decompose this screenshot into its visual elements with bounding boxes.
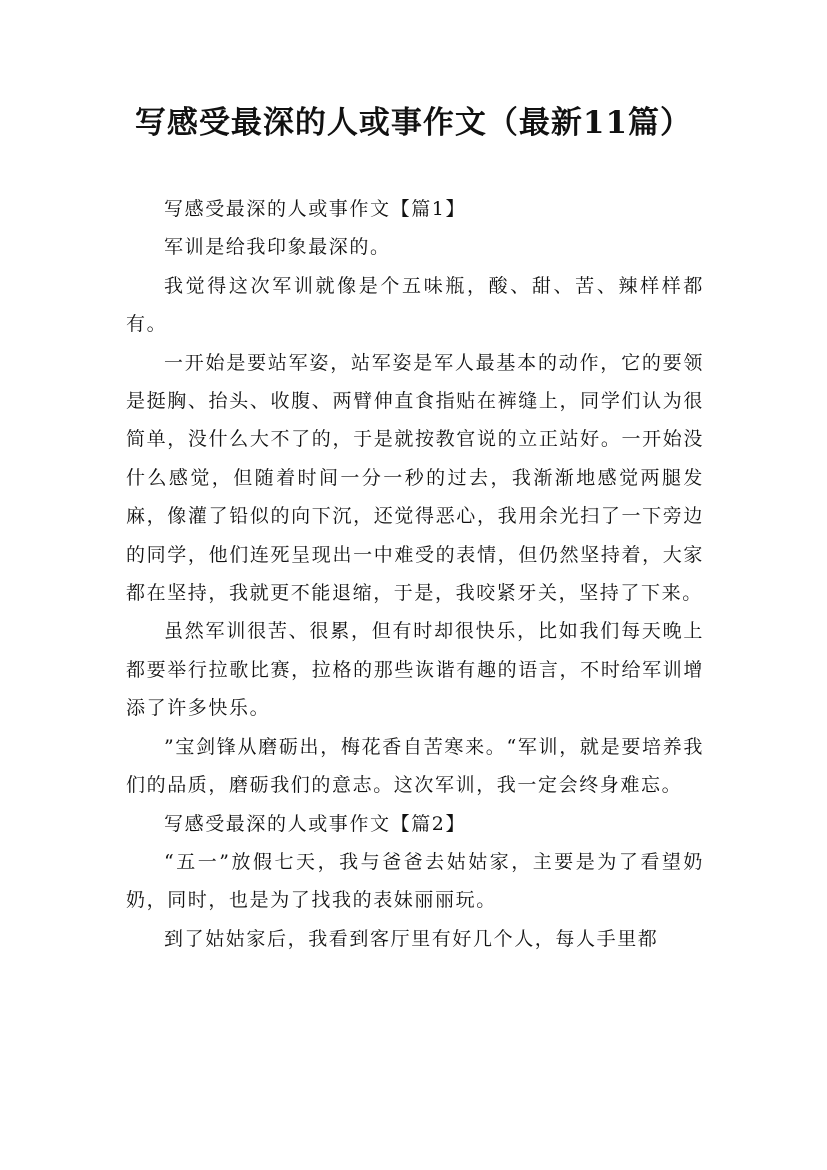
document-title: 写感受最深的人或事作文（最新11篇）	[134, 105, 693, 141]
document-body	[126, 190, 704, 958]
paragraph: 一开始是要站军姿，站军姿是军人最基本的动作，它的要领是挺胸、抬头、收腹、两臂伸直食指贴在裤缝上，同学们认为很简单，没什么大不了的，于是就按教官说的立正站好。一开始没什么感觉，但随着时间一分一秒的过去，我渐渐地感觉两腿发麻，像灌了铅似的向下沉，还觉得恶心，我用余光扫了一下旁边的同学，他们连死呈现出一中难受的表情，但仍然坚持着，大家都在坚持，我就更不能退缩，于是，我咬紧牙关，坚持了下来。	[126, 351, 704, 605]
paragraph: 虽然军训很苦、很累，但有时却很快乐，比如我们每天晚上都要举行拉歌比赛，拉格的那些诙谐有趣的语言，不时给军训增添了许多快乐。	[126, 620, 704, 720]
paragraph: 到了姑姑家后，我看到客厅里有好几个人，每人手里都	[164, 927, 659, 950]
section-heading-2: 写感受最深的人或事作文【篇2】	[164, 812, 467, 835]
paragraph: 军训是给我印象最深的。	[164, 236, 391, 259]
paragraph: 我觉得这次军训就像是个五味瓶，酸、甜、苦、辣样样都有。	[126, 274, 704, 336]
paragraph: ”宝剑锋从磨砺出，梅花香自苦寒来。“军训，就是要培养我们的品质，磨砺我们的意志。这次军训，我一定会终身难忘。	[126, 735, 704, 797]
paragraph: “五一”放假七天，我与爸爸去姑姑家，主要是为了看望奶奶，同时，也是为了找我的表妹丽丽玩。	[126, 850, 704, 912]
section-heading-1: 写感受最深的人或事作文【篇1】	[164, 198, 467, 220]
